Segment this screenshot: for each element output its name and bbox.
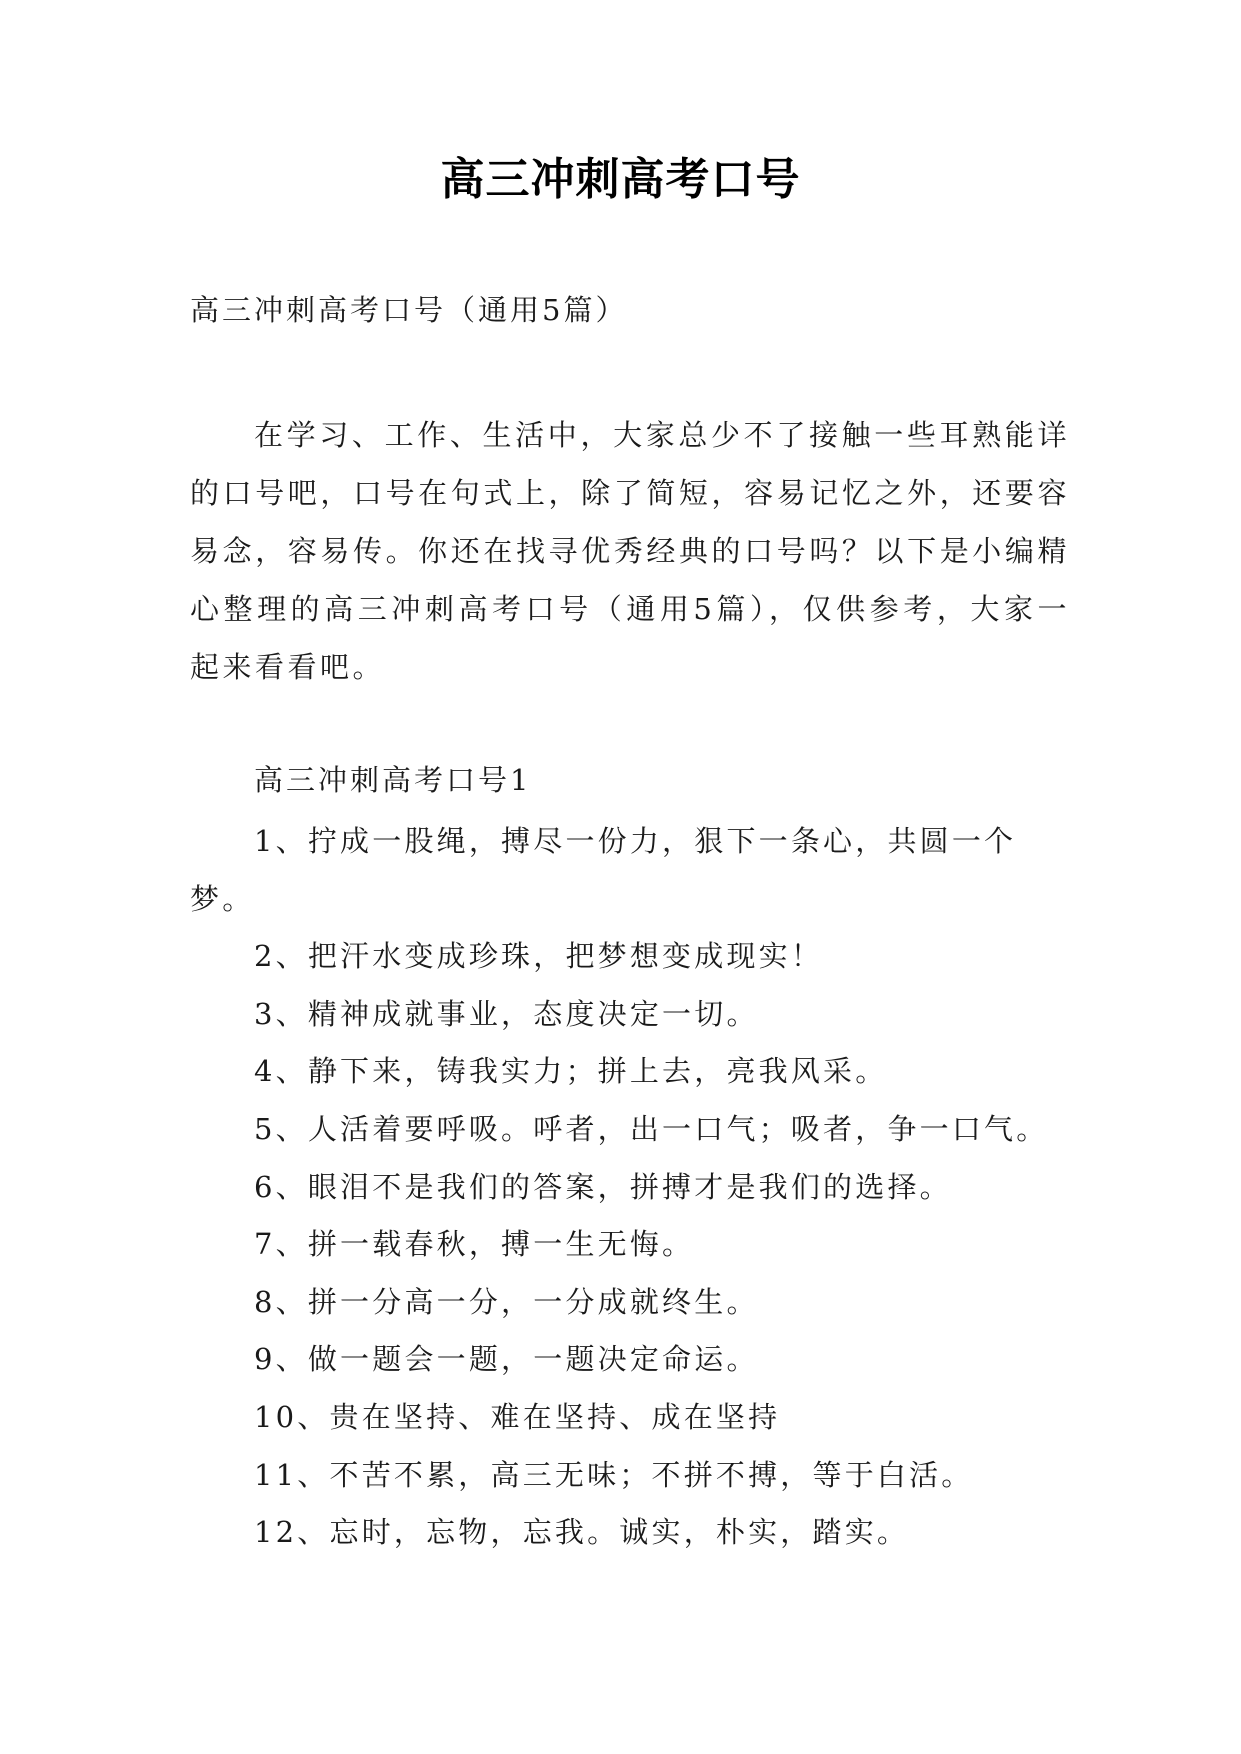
slogan-item: 1、拧成一股绳，搏尽一份力，狠下一条心，共圆一个梦。 [190, 824, 1017, 916]
slogan-item: 2、把汗水变成珍珠，把梦想变成现实！ [254, 939, 824, 974]
slogan-item: 11、不苦不累，高三无味；不拼不搏，等于白活。 [254, 1457, 974, 1492]
slogan-item: 6、眼泪不是我们的答案，拼搏才是我们的选择。 [254, 1169, 952, 1204]
slogan-item: 8、拼一分高一分，一分成就终生。 [254, 1284, 759, 1319]
page-title: 高三冲刺高考口号 [440, 154, 801, 205]
intro-paragraph: 在学习、工作、生活中，大家总少不了接触一些耳熟能详的口号吧，口号在句式上，除了简短，容易记忆之外，还要容易念，容易传。你还在找寻优秀经典的口号吗？以下是小编精心整理的高三冲刺高考口号（通用5篇），仅供参考，大家一起来看看吧。 [190, 418, 1070, 684]
slogan-item: 3、精神成就事业，态度决定一切。 [254, 996, 759, 1031]
slogan-item: 4、静下来，铸我实力；拼上去，亮我风采。 [254, 1054, 888, 1089]
section-heading: 高三冲刺高考口号1 [254, 763, 532, 797]
slogan-item: 7、拼一载春秋，搏一生无悔。 [254, 1227, 695, 1262]
slogan-item: 5、人活着要呼吸。呼者，出一口气；吸者，争一口气。 [254, 1111, 1049, 1146]
slogan-list [190, 813, 1070, 1562]
slogan-item: 9、做一题会一题，一题决定命运。 [254, 1342, 759, 1377]
slogan-item: 10、贵在坚持、难在坚持、成在坚持 [254, 1399, 781, 1434]
slogan-item: 12、忘时，忘物，忘我。诚实，朴实，踏实。 [254, 1515, 910, 1550]
document-subtitle: 高三冲刺高考口号（通用5篇） [190, 293, 628, 327]
